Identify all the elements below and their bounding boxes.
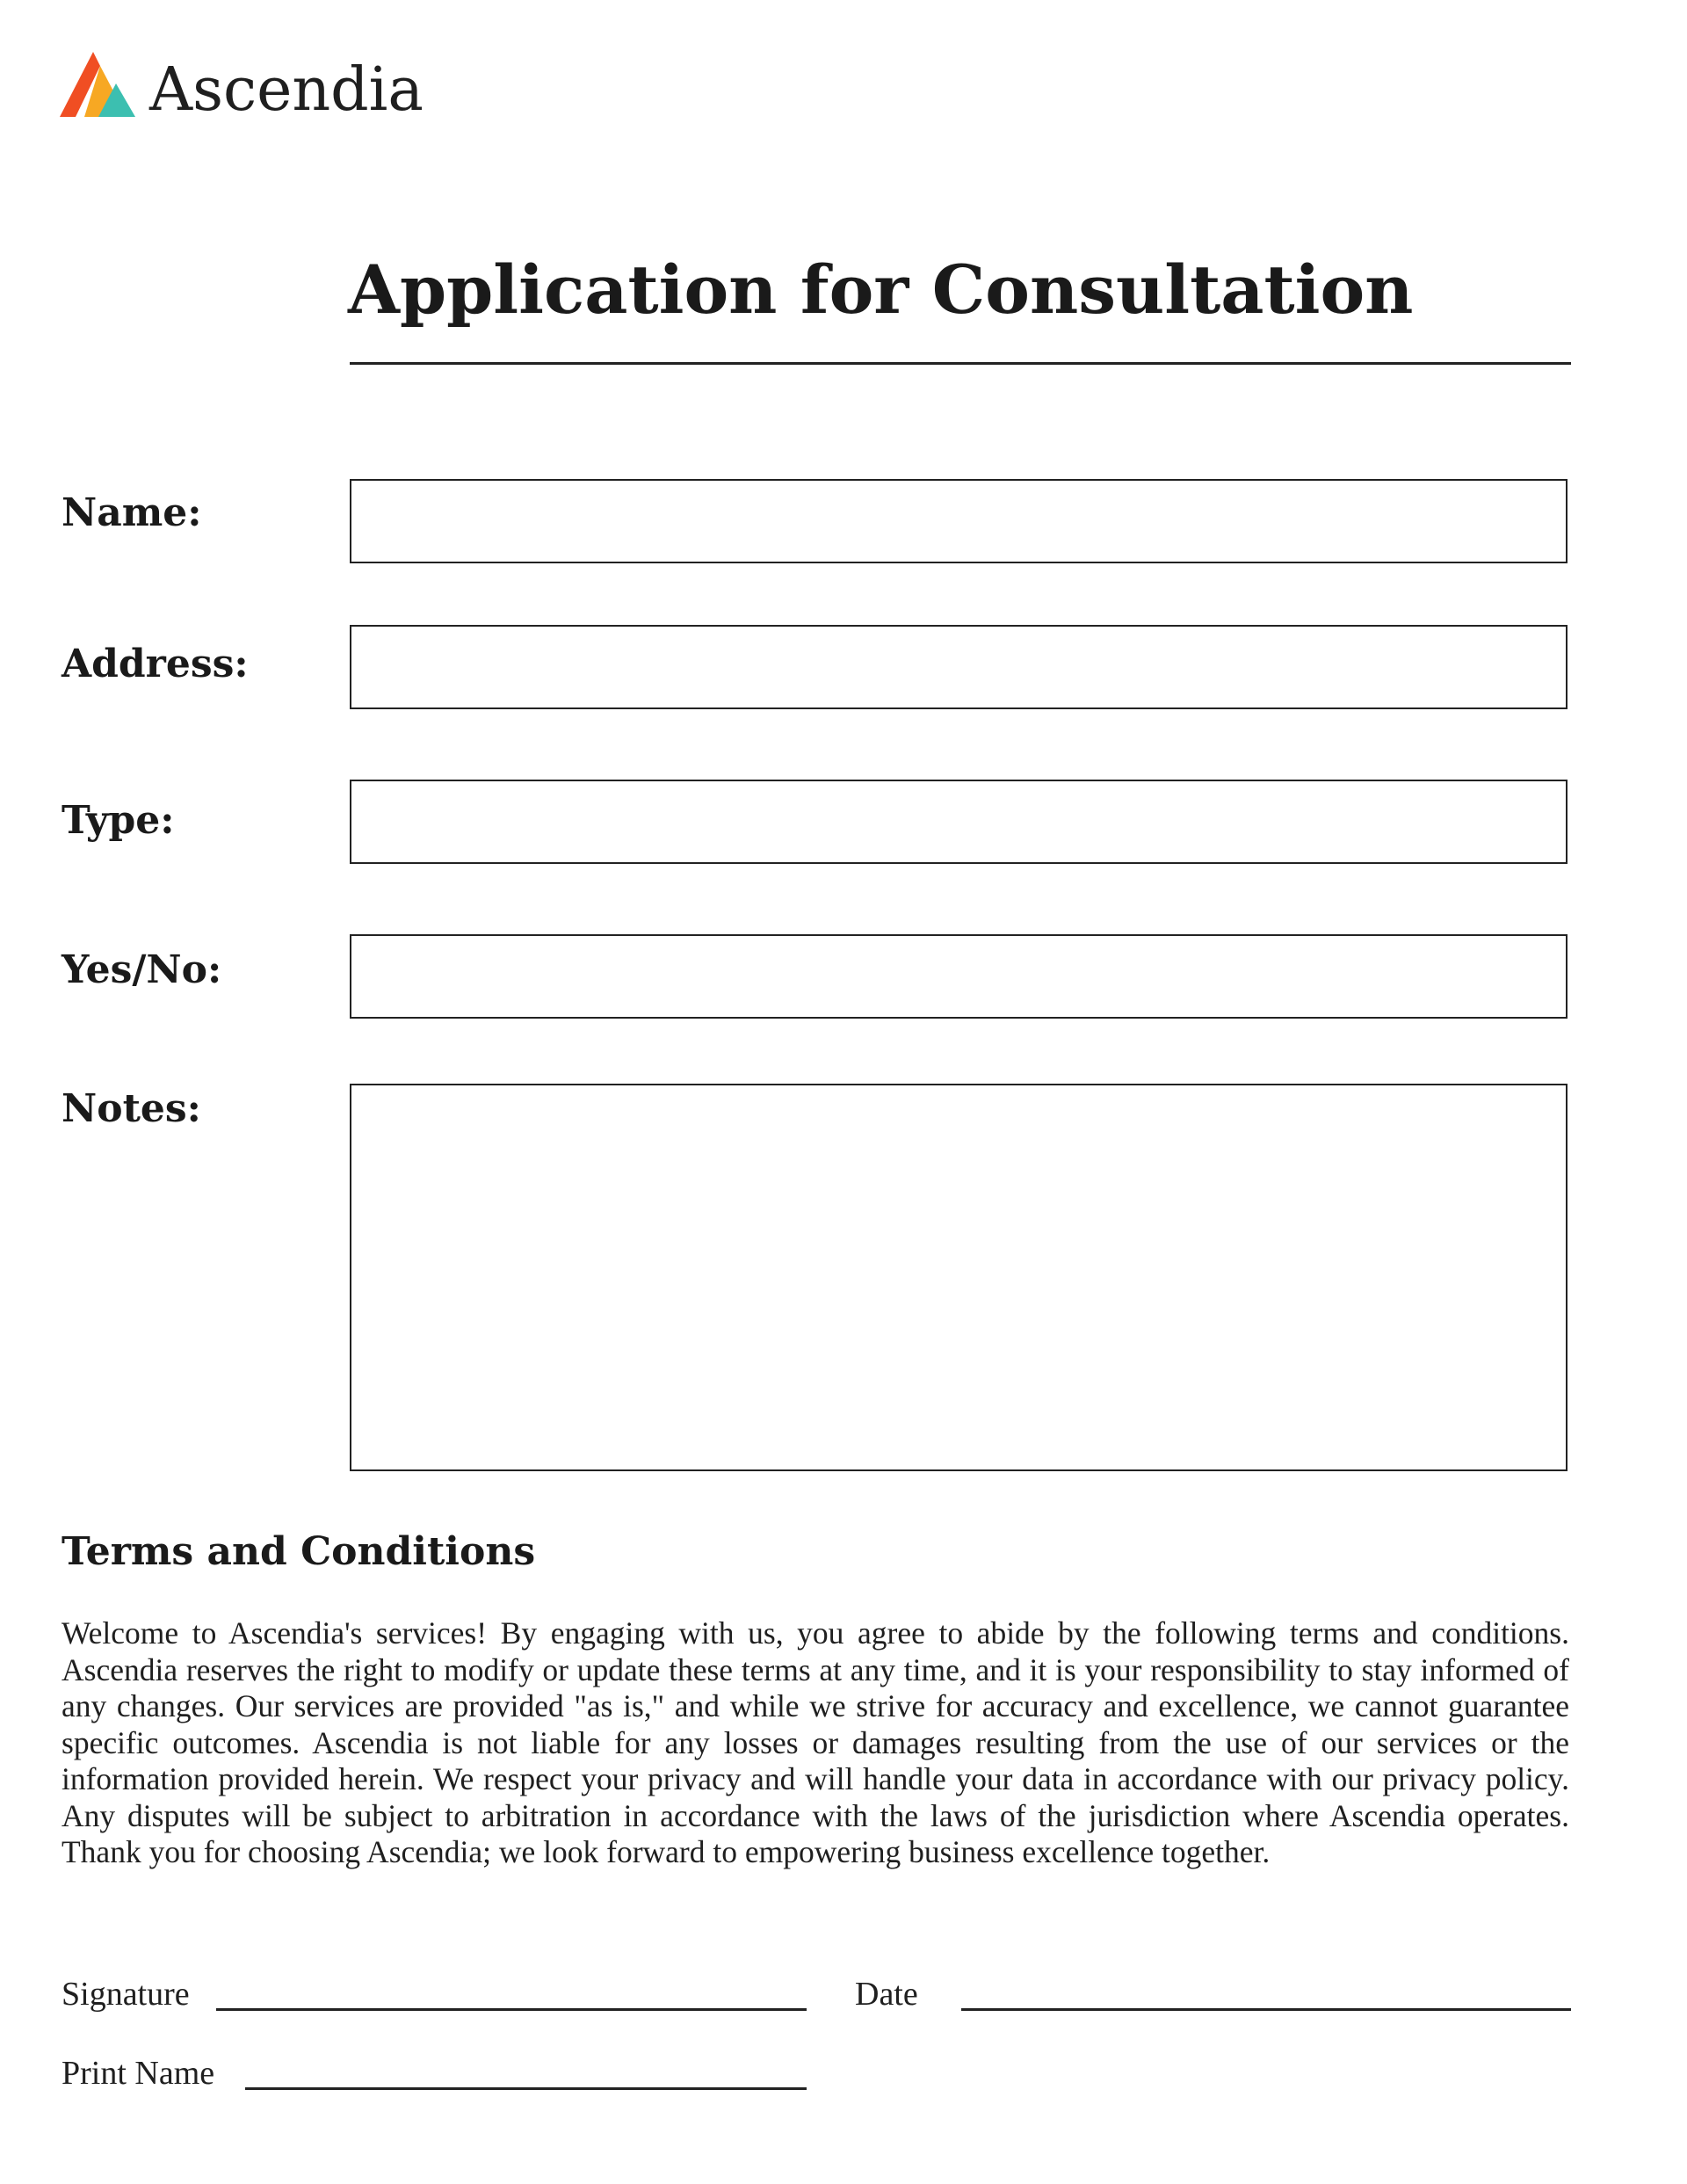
name-label: Name: [62,490,202,535]
yesno-field[interactable] [350,934,1568,1019]
title-divider [350,362,1571,365]
date-line[interactable] [961,2008,1571,2011]
notes-textarea[interactable] [350,1084,1568,1471]
type-label: Type: [62,798,175,843]
type-field[interactable] [350,780,1568,864]
brand-logo [60,46,139,125]
yesno-label: Yes/No: [62,947,222,992]
terms-body: Welcome to Ascendia's services! By engaging with us, you agree to abide by the following terms and conditions. Ascendia reserves the right to modify or update these terms at any time, and it is your responsibility to stay informed of any changes. Our services are provided "as is," and while we strive for accuracy and excellence, we cannot guarantee specific outcomes. Ascendia is not liable for any losses or damages resulting from the use of our services or the information provided herein. We respect your privacy and will handle your data in accordance with our privacy policy. Any disputes will be subject to arbitration in accordance with the laws of the jurisdiction where Ascendia operates. Thank you for choosing Ascendia; we look forward to empowering business excellence together. [62,1615,1569,1869]
notes-label: Notes: [62,1086,201,1131]
print-name-label: Print Name [62,2055,215,2092]
page-title: Application for Consultation [348,250,1414,329]
date-label: Date [855,1976,918,2013]
signature-label: Signature [62,1976,190,2013]
address-field[interactable] [350,625,1568,709]
terms-heading: Terms and Conditions [62,1529,536,1574]
ascendia-triangle-logo-icon [60,50,139,120]
brand-name: Ascendia [149,55,424,125]
address-label: Address: [62,642,249,686]
signature-line[interactable] [216,2008,807,2011]
print-name-line[interactable] [245,2087,807,2090]
name-field[interactable] [350,479,1568,563]
